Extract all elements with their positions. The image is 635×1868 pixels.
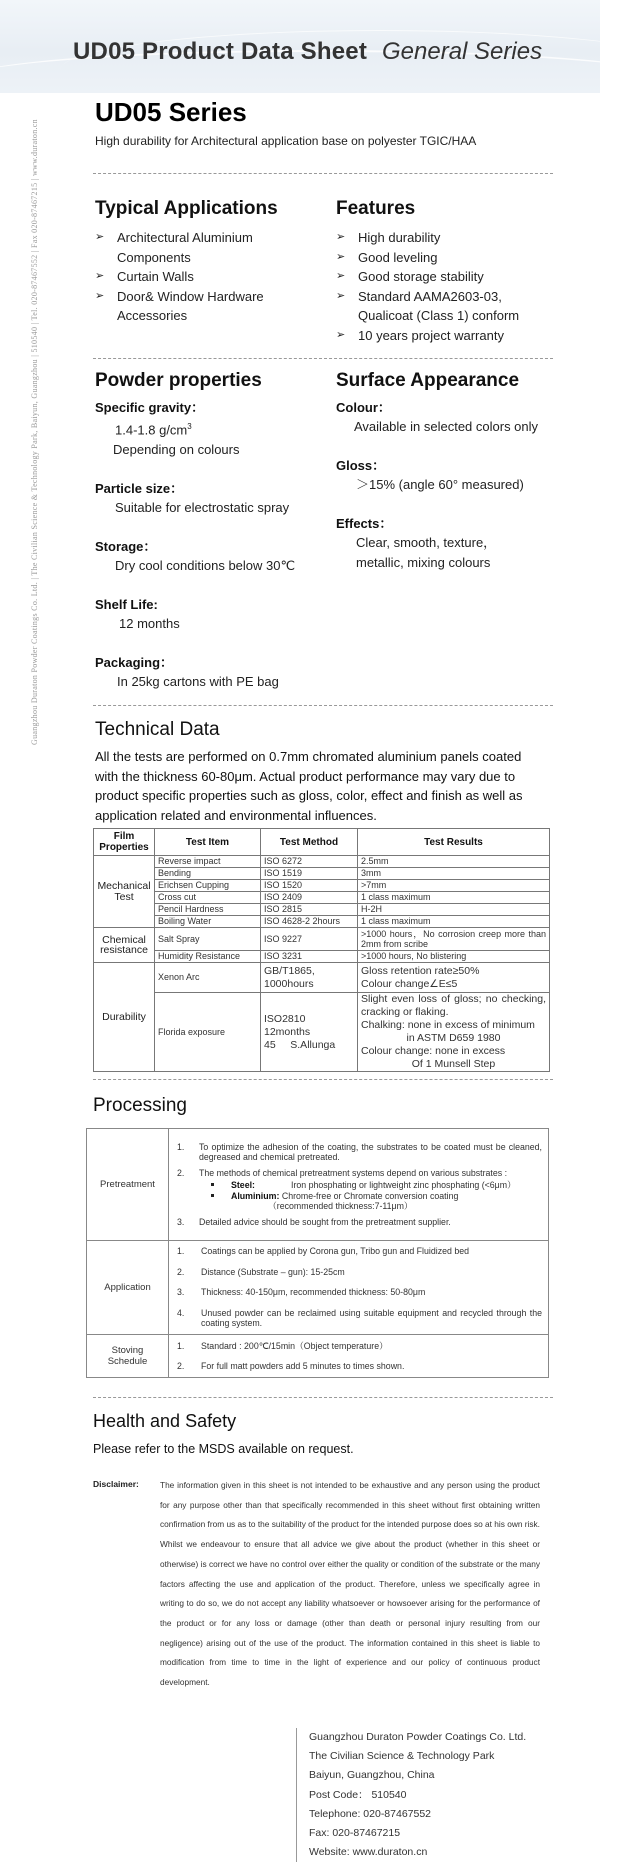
list-item: 2. Distance (Substrate – gun): 15-25cm [177,1266,345,1277]
table-row [87,1129,549,1241]
health-safety-text: Please refer to the MSDS available on request. [93,1442,354,1456]
square-bullet-icon [211,1183,214,1186]
storage: Storage： Dry cool conditions below 30℃ [95,539,296,574]
disclaimer-text: The information given in this sheet is not intended to be exhaustive and any person using the product for any purpose other than that specifically recommended in this sheet without first obtaining written confirmation from us as to the suitability of the product for the intended purpose does so at his own risk. Whilst we endeavour to ensure that all advice we give about the product (whether in this sheet or otherwise) is correct we have no control over either the quality or condition of the substrate or the many factors affecting the use and application of the product. Therefore, unless we specifically agree in writing to do so, we do not accept any liability whatsoever or howsoever arising for the performance of the product or for any loss or damage (other than death or personal injury resulting from our negligence) arising out of the use of the product. The information contained in this sheet is liable to modification from time to time in the light of experience and our policy of continuous product development. [160,1480,540,1688]
list-item: ➢ Good storage stability [336,267,556,287]
stoving-list [177,1341,542,1372]
table-row [87,1335,549,1378]
arrow-bullet-icon: ➢ [95,231,105,243]
divider [93,705,553,706]
features-list [336,228,556,345]
table-row: Bending ISO 1519 3mm [94,868,550,880]
processing-table [86,1128,549,1378]
packaging: Packaging： In 25kg cartons with PE bag [95,655,279,690]
table-row: Florida exposure ISO2810 12months 45 S.Allunga Slight even loss of gloss; no checking, cracking or flaking. Chalking: none in excess of minimum in ASTM D659 1980 Colour change: none in excess Of 1 Munsell Step [94,993,550,1072]
features-heading: Features [336,198,416,219]
pretreatment-list [177,1142,542,1228]
divider [93,1079,553,1080]
list-item: ➢ Door& Window Hardware Accessories [95,288,264,323]
post-code: Post Code： 510540 [309,1788,407,1801]
list-item: 1. Standard : 200℃/15min（Object temperature） [177,1340,388,1351]
header-banner [0,0,600,93]
table-row: Mechanical Test Reverse impact ISO 6272 2.5mm [94,856,550,868]
applications-list [95,228,325,326]
table-row: Humidity Resistance ISO 3231 >1000 hours, No blistering [94,951,550,963]
list-item: 1. Coatings can be applied by Corona gun, Tribo gun and Fluidized bed [177,1246,469,1257]
arrow-bullet-icon: ➢ [95,289,105,302]
table-header-row: Film Properties Test Item Test Method Test Results [94,829,550,856]
list-item: ➢ Standard AAMA2603-03, Qualicoat (Class 1) conform [336,288,520,323]
specific-gravity: Specific gravity： 1.4-1.8 $g/cm^3$ Depending on colours [95,400,240,458]
square-bullet-icon [211,1194,214,1197]
document-title: UD05 Product Data Sheet [73,38,368,65]
effects: Effects： Clear, smooth, texture， metallic, mixing colours [336,516,497,570]
divider [93,358,553,359]
table-row: Pencil Hardness ISO 2815 H-2H [94,904,550,916]
list-item: 3. Thickness: 40-150μm, recommended thickness: 50-80μm [177,1287,426,1298]
arrow-bullet-icon: ➢ [336,231,346,243]
powder-properties-section [95,370,325,692]
technical-data-heading: Technical Data [95,719,220,740]
table-row: Chemical resistance Salt Spray ISO 9227 >1000 hours，No corrosion creep more than 2mm from scribe [94,928,550,951]
arrow-bullet-icon: ➢ [336,270,346,282]
contact-block [296,1728,526,1862]
table-row [87,1241,549,1335]
list-item: 4. Unused powder can be reclaimed using suitable equipment and recycled through the coating system. [177,1307,542,1329]
list-item: 3. Detailed advice should be sought from the pretreatment supplier. [177,1216,451,1227]
table-row: Boiling Water ISO 4628-2 2hours 1 class maximum [94,916,550,928]
list-item: 2. The methods of chemical pretreatment systems depend on various substrates : Steel: Iron phosphating or lightweight zinc phosphating (<6μm） Aluminium: Chrome-free or Chromate conversion coating （recommended thickness:7-11μm） [177,1167,516,1212]
group-chemical: Chemical resistance [94,928,155,963]
application-list [177,1246,542,1329]
list-item: ➢ Curtain Walls [95,267,325,287]
pretreatment-label: Pretreatment [87,1129,169,1241]
arrow-bullet-icon: ➢ [95,270,105,282]
series-description: High durability for Architectural application base on polyester TGIC/HAA [95,134,477,148]
applications-section [95,198,325,326]
document-subtitle: General Series [382,38,543,65]
features-section [336,198,556,345]
processing-heading: Processing [93,1095,187,1116]
disclaimer-label: Disclaimer: [93,1479,139,1489]
colour: Colour： Available in selected colors only [336,400,539,434]
list-item: ➢ High durability [336,228,556,248]
group-mechanical: Mechanical Test [94,856,155,928]
arrow-bullet-icon: ➢ [336,328,346,341]
divider [93,1397,553,1398]
address-city: Baiyun, Guangzhou, China [309,1769,435,1782]
powder-properties-heading: Powder properties [95,370,262,391]
list-item: 1. To optimize the adhesion of the coating, the substrates to be coated must be cleaned, degreased and chemical pretreated. [177,1141,542,1163]
divider [93,173,553,174]
list-item: ➢ Architectural Aluminium Components [95,230,253,265]
particle-size: Particle size： Suitable for electrostatic spray [95,481,290,516]
gloss: Gloss： ＞15% (angle 60° measured) [336,458,524,492]
health-safety-heading: Health and Safety [93,1411,237,1431]
list-item: ➢ Good leveling [336,248,556,268]
application-label: Application [87,1241,169,1335]
arrow-bullet-icon: ➢ [336,289,346,302]
address-park: The Civilian Science & Technology Park [309,1750,495,1763]
telephone: Telephone: 020-87467552 [309,1807,432,1820]
group-durability: Durability [94,963,155,1072]
side-contact-strip: Guangzhou Duraton Powder Coatings Co. Ltd. | The Civilian Science & Technology Park, Baiyun, Guangzhou | 510540 | Tel. 020-87467552 | Fax 020-87467215 | www.duraton.cn [30,119,39,745]
website-link[interactable]: Website: www.duraton.cn [309,1846,428,1859]
applications-heading: Typical Applications [95,198,278,219]
technical-data-table [93,828,550,1072]
table-row: Durability Xenon Arc GB/T1865, 1000hours Gloss retention rate≥50% Colour change∠E≤5 [94,963,550,993]
list-item: ➢ 10 years project warranty [336,326,556,346]
stoving-label: Stoving Schedule [87,1335,169,1378]
technical-data-section [95,719,535,825]
company-name: Guangzhou Duraton Powder Coatings Co. Ltd. [309,1731,527,1743]
surface-appearance-section [336,370,556,573]
series-title: UD05 Series [95,97,247,127]
technical-data-intro: All the tests are performed on 0.7mm chromated aluminium panels coated with the thickness 60-80μm. Actual product performance may vary due to product specific properties such as gloss, color, effect and finish as well as application related and environmental influences. [95,749,523,823]
fax: Fax: 020-87467215 [309,1827,401,1840]
surface-appearance-heading: Surface Appearance [336,370,520,391]
table-row: Erichsen Cupping ISO 1520 >7mm [94,880,550,892]
arrow-bullet-icon: ➢ [336,250,346,263]
shelf-life: Shelf Life: 12 months [95,597,180,632]
list-item: 2. For full matt powders add 5 minutes to times shown. [177,1361,405,1371]
table-row: Cross cut ISO 2409 1 class maximum [94,892,550,904]
